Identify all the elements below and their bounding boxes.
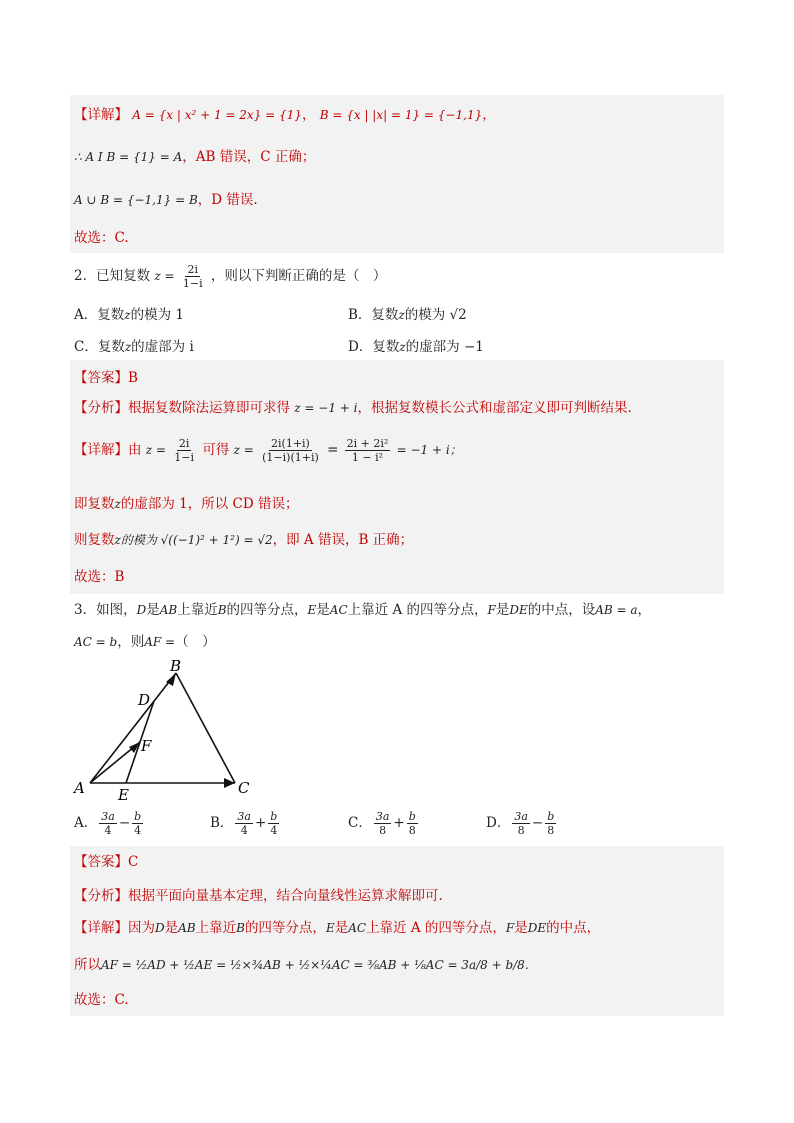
q2-stem: [74, 263, 386, 290]
var: E: [325, 921, 335, 935]
fraction: [172, 437, 196, 464]
q2-solution-block: [70, 360, 724, 594]
q2-answer: [74, 368, 138, 388]
frac-den: 1 − i²: [351, 451, 384, 464]
equals: =: [327, 442, 339, 458]
frac-num: 3a: [101, 810, 115, 823]
frac-num: b: [408, 810, 416, 823]
detail-text: 的中点，: [546, 920, 601, 936]
analysis-tag: 【分析】: [74, 400, 128, 416]
frac-den: 4: [134, 824, 142, 837]
stem-text: 的中点，设: [527, 602, 596, 618]
q2-detail-line1: [74, 437, 462, 464]
stem-text: 上靠近: [177, 602, 218, 618]
var: DE: [527, 921, 547, 935]
union-formula: A ∪ B = {−1,1} = B: [74, 193, 198, 207]
option-var: z: [398, 308, 405, 322]
detail-text: 的四等分点，: [244, 920, 326, 936]
var: AC: [348, 921, 367, 935]
detail-text: 的虚部为 1，所以 CD 错误；: [120, 496, 299, 512]
set-a-def: A = {x | x² + 1 = 2x} = {1}: [132, 108, 302, 122]
frac-num: 3a: [375, 810, 390, 823]
q3-stem-line2: [74, 632, 216, 652]
detail-text: 上靠近 A 的四等分点，: [366, 920, 506, 936]
modulus-formula: 的模为 √((−1)² + 1²) = √2: [120, 533, 273, 547]
q2-option-a[interactable]: [74, 303, 184, 323]
frac-num: b: [547, 810, 555, 823]
frac-num: 2i(1+i): [271, 437, 310, 450]
q2-fraction: [181, 263, 205, 290]
var: F: [505, 921, 515, 935]
frac-den: 4: [270, 824, 278, 837]
fraction: [512, 810, 530, 837]
var: D: [155, 921, 165, 935]
q2-detail-line2: [74, 494, 298, 514]
q3-option-b[interactable]: [210, 810, 281, 837]
option-label: D．复数: [348, 339, 400, 355]
analysis-formula: z = −1 + i: [294, 401, 358, 415]
detail-text: ，即 A 错误，B 正确；: [272, 532, 414, 548]
analysis-text: 根据复数除法运算即可求得: [128, 400, 290, 416]
detail-tag: 【详解】: [74, 920, 128, 936]
answer-tag: 【答案】: [74, 854, 128, 870]
option-var: z: [124, 308, 131, 322]
detail-text: 所以: [74, 957, 101, 973]
label-d: D: [138, 691, 151, 709]
fraction: [268, 810, 279, 837]
q1-line2-text: ，AB 错误，C 正确；: [182, 149, 316, 165]
fraction: [132, 810, 143, 837]
var: DE: [509, 603, 528, 617]
z-var: z: [114, 533, 121, 547]
option-label: A．复数: [74, 307, 125, 323]
stem-text: ，则: [117, 634, 145, 650]
side-bc: [176, 673, 235, 783]
fraction: [260, 437, 321, 464]
stem-text: （ ）: [175, 634, 216, 650]
q2-stem-suffix: ，则以下判断正确的是（ ）: [210, 268, 387, 284]
analysis-text: ，根据复数模长公式和虚部定义即可判断结果.: [357, 400, 632, 416]
frac-num: 2i + 2i²: [346, 437, 389, 450]
option-text: 的虚部为 i: [131, 339, 194, 355]
detail-text: 是: [514, 920, 528, 936]
option-label: C．复数: [74, 339, 125, 355]
q2-analysis: [74, 398, 632, 418]
operator: +: [393, 815, 405, 831]
stem-text: 是: [146, 602, 160, 618]
z-var: z =: [233, 443, 254, 457]
fraction: [345, 437, 391, 464]
option-label: A．: [74, 815, 98, 831]
detail-tag: 【详解】: [74, 442, 128, 458]
q2-option-b[interactable]: [348, 303, 467, 323]
var: F: [487, 603, 496, 617]
stem-text: 上靠近 A 的四等分点，: [347, 602, 488, 618]
q1-detail-line1: [74, 105, 496, 125]
fraction: [545, 810, 556, 837]
z-var: z: [114, 497, 121, 511]
frac-den: 1−i: [174, 451, 195, 464]
option-var: z: [399, 340, 406, 354]
vector-af: AF =: [144, 635, 176, 649]
z-var: z =: [154, 269, 175, 283]
var: AB: [178, 921, 196, 935]
q2-stem-prefix: 2．已知复数: [74, 268, 151, 284]
frac-num: 2i: [187, 263, 199, 276]
detail-tag: 【详解】: [74, 107, 128, 123]
frac-den: 8: [517, 824, 525, 837]
vector-def: AC = b: [74, 635, 118, 649]
frac-den: (1−i)(1+i): [262, 451, 319, 464]
label-f: F: [141, 737, 152, 755]
fraction: [235, 810, 253, 837]
q2-choice: 故选：B: [74, 569, 125, 585]
detail-text: 由: [128, 442, 142, 458]
q3-option-a[interactable]: [74, 810, 145, 837]
q1-detail-line2: [74, 147, 315, 167]
frac-num: 3a: [514, 810, 528, 823]
detail-text: 则复数: [74, 532, 115, 548]
z-var: z =: [145, 443, 166, 457]
q1-detail-line3: [74, 190, 258, 210]
operator: +: [254, 815, 267, 831]
intersection-formula: ∴ A I B = {1} = A: [74, 150, 183, 164]
set-b-def: B = {x | |x| = 1} = {−1,1}: [319, 108, 483, 122]
option-var: z: [124, 340, 132, 354]
q3-choice: 故选：C.: [74, 992, 129, 1008]
analysis-tag: 【分析】: [74, 888, 128, 904]
frac-num: b: [134, 810, 142, 823]
q3-detail-line1: [74, 918, 600, 938]
option-label: C．: [348, 815, 372, 831]
q2-option-d[interactable]: [348, 335, 484, 355]
sep: ，: [301, 107, 316, 123]
q3-answer: [74, 852, 138, 872]
stem-text: 是: [495, 602, 510, 618]
q3-analysis: [74, 886, 443, 906]
operator: −: [531, 815, 544, 831]
stem-text: ，: [637, 602, 652, 618]
frac-num: b: [270, 810, 278, 823]
option-label: B．复数: [348, 307, 399, 323]
q3-stem-line1: [74, 600, 651, 620]
stem-text: 的四等分点，: [226, 602, 308, 618]
answer-value: B: [128, 370, 138, 386]
answer-value: C: [128, 854, 139, 870]
stem-text: 是: [316, 602, 330, 618]
answer-tag: 【答案】: [74, 370, 128, 386]
var: D: [136, 603, 147, 617]
option-text: 的模为 1: [130, 307, 184, 323]
q1-line3-text: ，D 错误.: [197, 192, 258, 208]
label-a: A: [74, 779, 85, 797]
var: E: [307, 603, 317, 617]
option-label: D．: [486, 815, 511, 831]
q3-option-c[interactable]: [348, 810, 420, 837]
frac-den: 1−i: [182, 277, 203, 290]
triangle-figure: [70, 655, 260, 805]
analysis-text: 根据平面向量基本定理，结合向量线性运算求解即可.: [128, 888, 443, 904]
detail-text: 是: [164, 920, 179, 936]
detail-text: 可得: [202, 442, 230, 458]
result: = −1 + i；: [396, 443, 462, 457]
label-e: E: [118, 786, 129, 804]
frac-num: 2i: [178, 437, 190, 450]
operator: −: [118, 815, 131, 831]
var: B: [236, 921, 245, 935]
frac-den: 8: [547, 824, 555, 837]
frac-den: 8: [379, 824, 387, 837]
fraction: [407, 810, 418, 837]
option-text: 的虚部为 −1: [405, 339, 484, 355]
q3-detail-line2: [74, 955, 529, 975]
q2-option-c[interactable]: [74, 335, 194, 355]
fraction: [374, 810, 392, 837]
option-text: 的模为 √2: [404, 307, 467, 323]
label-b: B: [170, 657, 182, 675]
side-ab: [90, 673, 176, 783]
stem-text: 3．如图，: [74, 602, 137, 618]
option-label: B．: [210, 815, 234, 831]
var: AB: [159, 603, 178, 617]
q1-choice: 故选：C.: [74, 230, 129, 246]
detail-text: 上靠近: [195, 920, 237, 936]
detail-text: 因为: [128, 920, 155, 936]
detail-text: 即复数: [74, 496, 115, 512]
vector-def: AB = a: [595, 603, 638, 617]
frac-num: 3a: [237, 810, 251, 823]
frac-den: 8: [408, 824, 416, 837]
frac-den: 4: [240, 824, 248, 837]
frac-den: 4: [104, 824, 112, 837]
vector-equation: AF = ½AD + ½AE = ½×¾AB + ½×¼AC = ⅜AB + ⅛AC = 3a/8 + b/8.: [101, 958, 529, 972]
label-c: C: [238, 779, 250, 797]
detail-text: 是: [334, 920, 349, 936]
q3-option-d[interactable]: [486, 810, 558, 837]
sep: ，: [482, 107, 496, 123]
var: B: [217, 603, 227, 617]
fraction: [99, 810, 117, 837]
q2-detail-line3: [74, 530, 413, 550]
var: AC: [329, 603, 348, 617]
